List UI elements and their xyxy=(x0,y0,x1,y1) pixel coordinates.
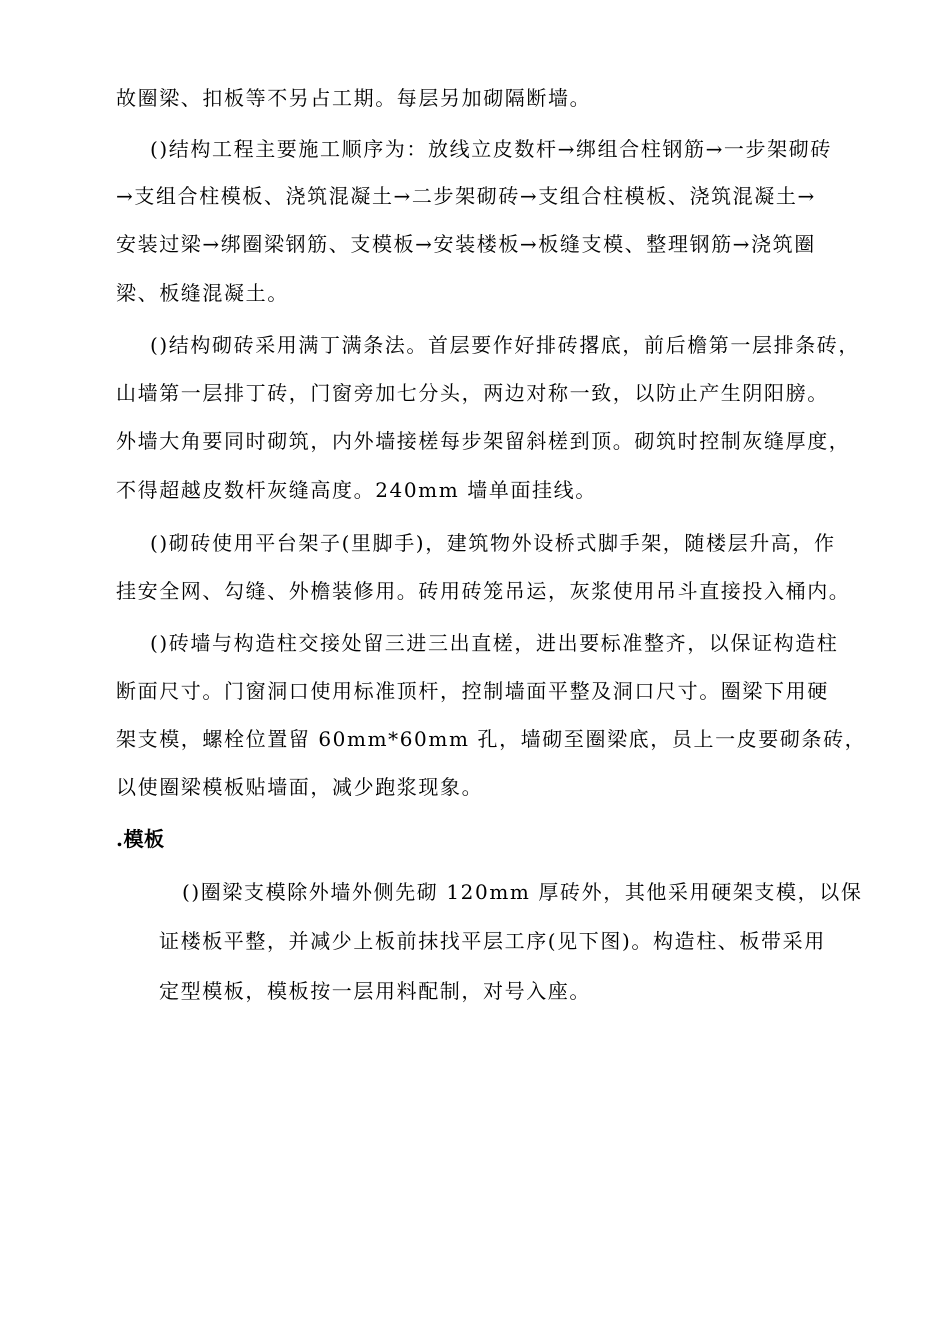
section-paragraph-line-2: 证楼板平整，并减少上板前抹找平层工序(见下图)。构造柱、板带采用 xyxy=(159,929,826,953)
paragraph-2-line-2: →支组合柱模板、浇筑混凝土→二步架砌砖→支组合柱模板、浇筑混凝土→ xyxy=(116,184,816,208)
paragraph-1-line-1: 故圈梁、扣板等不另占工期。每层另加砌隔断墙。 xyxy=(116,86,592,110)
paragraph-4-line-1: ()砌砖使用平台架子(里脚手)，建筑物外设桥式脚手架，随楼层升高，作 xyxy=(150,531,836,555)
paragraph-3-line-2: 山墙第一层排丁砖，门窗旁加七分头，两边对称一致，以防止产生阴阳膀。 xyxy=(116,381,829,405)
section-heading: .模板 xyxy=(116,827,165,851)
section-paragraph-line-3: 定型模板，模板按一层用料配制，对号入座。 xyxy=(159,979,591,1003)
paragraph-2-line-1: ()结构工程主要施工顺序为：放线立皮数杆→绑组合柱钢筋→一步架砌砖 xyxy=(150,137,832,161)
paragraph-2-line-4: 梁、板缝混凝土。 xyxy=(116,281,289,305)
paragraph-5-line-3: 架支模，螺栓位置留 60mm*60mm 孔，墙砌至圈梁底，员上一皮要砌条砖， xyxy=(116,727,867,751)
paragraph-3-line-4: 不得超越皮数杆灰缝高度。240mm 墙单面挂线。 xyxy=(116,478,597,502)
paragraph-4-line-2: 挂安全网、勾缝、外檐装修用。砖用砖笼吊运，灰浆使用吊斗直接投入桶内。 xyxy=(116,579,851,603)
paragraph-5-line-4: 以使圈梁模板贴墙面，减少跑浆现象。 xyxy=(116,775,484,799)
paragraph-3-line-1: ()结构砌砖采用满丁满条法。首层要作好排砖撂底，前后檐第一层排条砖， xyxy=(150,333,861,357)
paragraph-5-line-1: ()砖墙与构造柱交接处留三进三出直槎，进出要标准整齐，以保证构造柱 xyxy=(150,631,839,655)
paragraph-2-line-3: 安装过梁→绑圈梁钢筋、支模板→安装楼板→板缝支模、整理钢筋→浇筑圈 xyxy=(116,232,816,256)
paragraph-3-line-3: 外墙大角要同时砌筑，内外墙接槎每步架留斜槎到顶。砌筑时控制灰缝厚度， xyxy=(116,429,851,453)
section-paragraph-line-1: ()圈梁支模除外墙外侧先砌 120mm 厚砖外，其他采用硬架支模，以保 xyxy=(182,880,863,904)
paragraph-5-line-2: 断面尺寸。门窗洞口使用标准顶杆，控制墙面平整及洞口尺寸。圈梁下用硬 xyxy=(116,679,829,703)
